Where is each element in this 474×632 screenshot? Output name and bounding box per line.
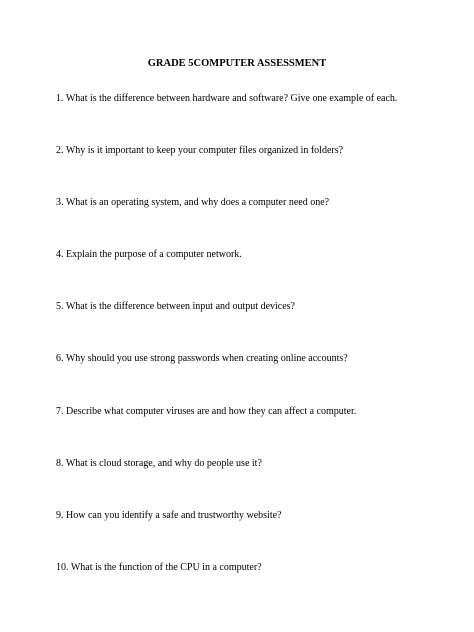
document-title: GRADE 5COMPUTER ASSESSMENT [147,58,327,69]
question-5: 5. What is the difference between input and output devices? [56,301,295,312]
question-3: 3. What is an operating system, and why does a computer need one? [56,197,330,208]
question-2: 2. Why is it important to keep your computer files organized in folders? [56,145,344,156]
question-6: 6. Why should you use strong passwords when creating online accounts? [56,353,348,364]
question-8: 8. What is cloud storage, and why do people use it? [56,458,262,469]
question-10: 10. What is the function of the CPU in a computer? [56,562,262,573]
question-9: 9. How can you identify a safe and trustworthy website? [56,510,282,521]
question-4: 4. Explain the purpose of a computer network. [56,249,242,260]
question-7: 7. Describe what computer viruses are and how they can affect a computer. [56,406,357,417]
question-1: 1. What is the difference between hardware and software? Give one example of each. [56,93,398,104]
